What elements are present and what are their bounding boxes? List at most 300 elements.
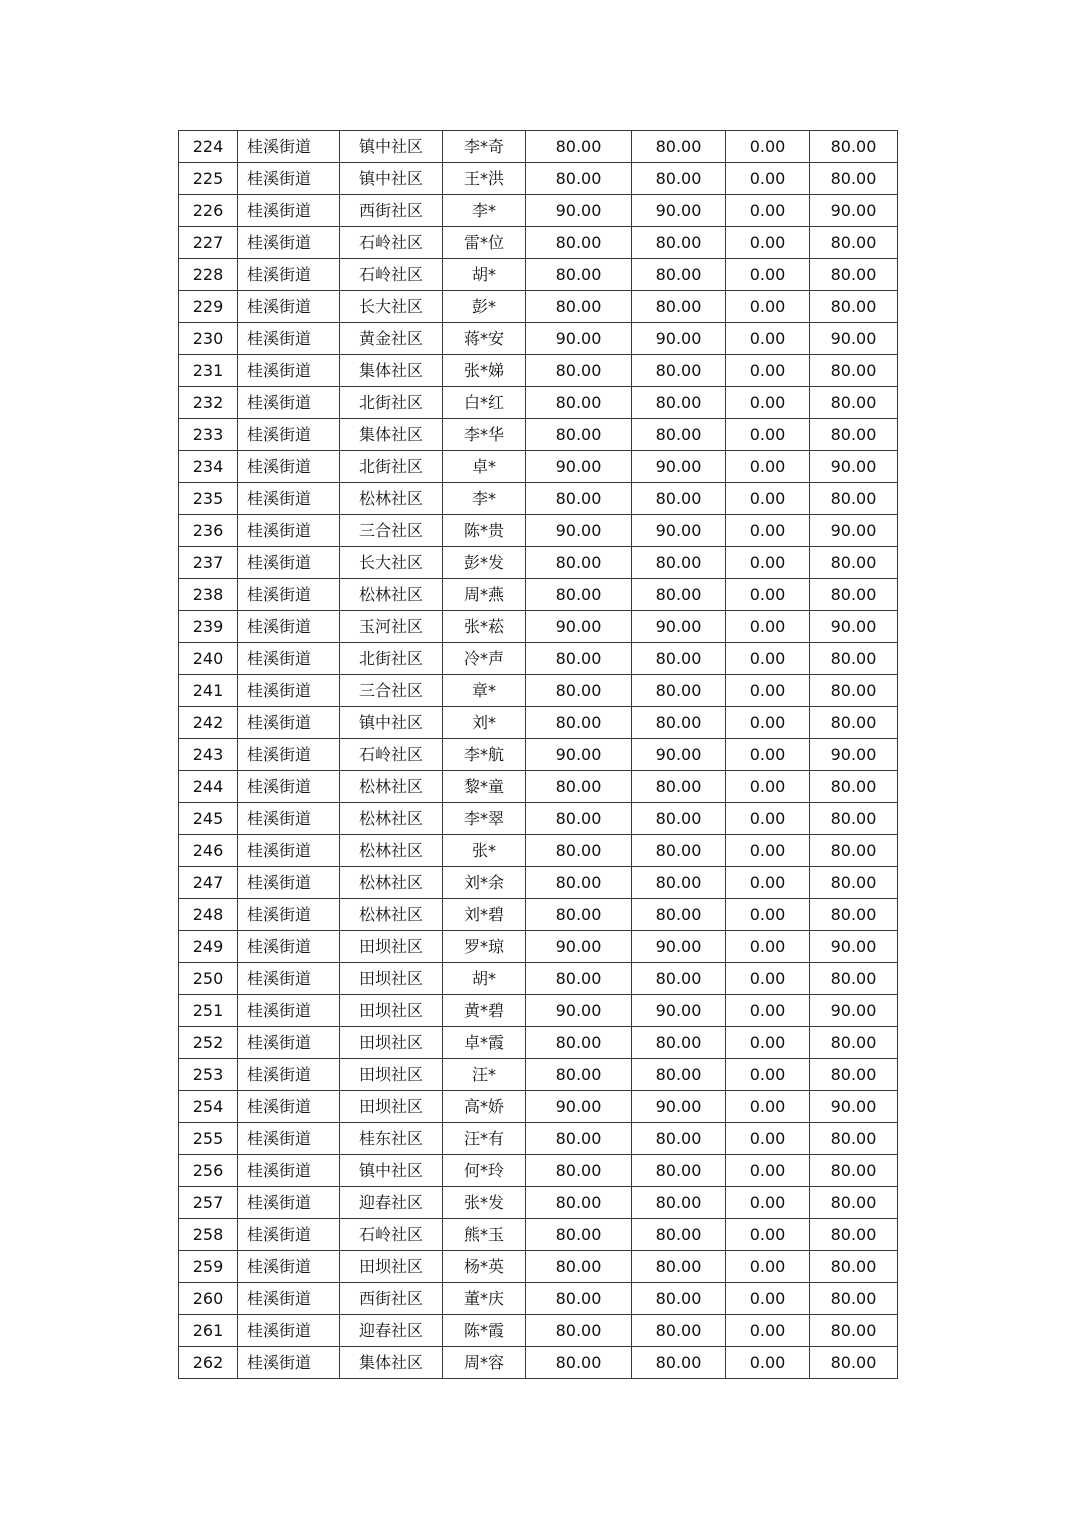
cell-amount-3: 0.00 xyxy=(726,739,810,771)
cell-street: 桂溪街道 xyxy=(238,323,340,355)
cell-amount-1: 80.00 xyxy=(526,1219,632,1251)
table-row xyxy=(179,1219,898,1251)
cell-amount-4: 80.00 xyxy=(810,1059,898,1091)
cell-amount-2: 90.00 xyxy=(632,995,726,1027)
cell-amount-4: 80.00 xyxy=(810,1155,898,1187)
cell-amount-3: 0.00 xyxy=(726,1347,810,1379)
cell-amount-3: 0.00 xyxy=(726,675,810,707)
table-row xyxy=(179,323,898,355)
cell-number: 229 xyxy=(179,291,238,323)
cell-name: 彭* xyxy=(443,291,526,323)
cell-community: 松林社区 xyxy=(340,771,443,803)
cell-amount-4: 90.00 xyxy=(810,931,898,963)
cell-amount-1: 80.00 xyxy=(526,899,632,931)
cell-community: 迎春社区 xyxy=(340,1187,443,1219)
cell-community: 田坝社区 xyxy=(340,1091,443,1123)
cell-amount-2: 80.00 xyxy=(632,1123,726,1155)
cell-amount-4: 80.00 xyxy=(810,899,898,931)
cell-amount-2: 80.00 xyxy=(632,867,726,899)
table-row xyxy=(179,963,898,995)
cell-street: 桂溪街道 xyxy=(238,643,340,675)
cell-name: 李* xyxy=(443,195,526,227)
cell-amount-3: 0.00 xyxy=(726,1027,810,1059)
cell-community: 长大社区 xyxy=(340,291,443,323)
cell-community: 田坝社区 xyxy=(340,1251,443,1283)
cell-street: 桂溪街道 xyxy=(238,707,340,739)
table-row xyxy=(179,1347,898,1379)
cell-street: 桂溪街道 xyxy=(238,355,340,387)
cell-number: 258 xyxy=(179,1219,238,1251)
cell-street: 桂溪街道 xyxy=(238,227,340,259)
cell-name: 周*燕 xyxy=(443,579,526,611)
cell-number: 256 xyxy=(179,1155,238,1187)
cell-name: 卓* xyxy=(443,451,526,483)
cell-amount-1: 80.00 xyxy=(526,291,632,323)
cell-amount-3: 0.00 xyxy=(726,195,810,227)
cell-number: 247 xyxy=(179,867,238,899)
cell-community: 北街社区 xyxy=(340,451,443,483)
table-row xyxy=(179,579,898,611)
cell-amount-3: 0.00 xyxy=(726,291,810,323)
cell-amount-3: 0.00 xyxy=(726,931,810,963)
cell-amount-2: 80.00 xyxy=(632,1347,726,1379)
table-row xyxy=(179,195,898,227)
cell-name: 白*红 xyxy=(443,387,526,419)
cell-amount-3: 0.00 xyxy=(726,131,810,163)
cell-amount-4: 80.00 xyxy=(810,707,898,739)
cell-number: 244 xyxy=(179,771,238,803)
cell-amount-1: 80.00 xyxy=(526,771,632,803)
cell-street: 桂溪街道 xyxy=(238,867,340,899)
cell-amount-3: 0.00 xyxy=(726,707,810,739)
cell-community: 北街社区 xyxy=(340,387,443,419)
cell-amount-2: 80.00 xyxy=(632,483,726,515)
cell-amount-1: 80.00 xyxy=(526,867,632,899)
cell-street: 桂溪街道 xyxy=(238,1187,340,1219)
cell-amount-1: 80.00 xyxy=(526,259,632,291)
cell-amount-2: 90.00 xyxy=(632,451,726,483)
cell-number: 239 xyxy=(179,611,238,643)
table-row xyxy=(179,483,898,515)
table-row xyxy=(179,419,898,451)
cell-amount-1: 80.00 xyxy=(526,1059,632,1091)
cell-amount-3: 0.00 xyxy=(726,835,810,867)
cell-amount-2: 80.00 xyxy=(632,1155,726,1187)
cell-amount-1: 80.00 xyxy=(526,1283,632,1315)
cell-number: 250 xyxy=(179,963,238,995)
cell-community: 西街社区 xyxy=(340,1283,443,1315)
cell-amount-3: 0.00 xyxy=(726,611,810,643)
cell-number: 235 xyxy=(179,483,238,515)
cell-amount-2: 80.00 xyxy=(632,579,726,611)
table-row xyxy=(179,835,898,867)
cell-amount-3: 0.00 xyxy=(726,899,810,931)
cell-amount-2: 80.00 xyxy=(632,547,726,579)
cell-community: 镇中社区 xyxy=(340,163,443,195)
cell-amount-3: 0.00 xyxy=(726,1155,810,1187)
cell-name: 罗*琼 xyxy=(443,931,526,963)
cell-amount-1: 80.00 xyxy=(526,1315,632,1347)
cell-name: 杨*英 xyxy=(443,1251,526,1283)
cell-community: 北街社区 xyxy=(340,643,443,675)
cell-amount-1: 90.00 xyxy=(526,323,632,355)
cell-community: 松林社区 xyxy=(340,483,443,515)
cell-number: 252 xyxy=(179,1027,238,1059)
cell-amount-4: 80.00 xyxy=(810,1283,898,1315)
cell-amount-2: 80.00 xyxy=(632,1187,726,1219)
cell-amount-2: 80.00 xyxy=(632,771,726,803)
cell-amount-4: 80.00 xyxy=(810,259,898,291)
cell-amount-4: 80.00 xyxy=(810,1187,898,1219)
cell-amount-2: 80.00 xyxy=(632,355,726,387)
cell-number: 232 xyxy=(179,387,238,419)
cell-street: 桂溪街道 xyxy=(238,1155,340,1187)
table-row xyxy=(179,1187,898,1219)
cell-amount-4: 90.00 xyxy=(810,611,898,643)
cell-amount-4: 80.00 xyxy=(810,291,898,323)
cell-amount-4: 90.00 xyxy=(810,195,898,227)
cell-community: 玉河社区 xyxy=(340,611,443,643)
cell-amount-3: 0.00 xyxy=(726,1251,810,1283)
cell-street: 桂溪街道 xyxy=(238,931,340,963)
cell-street: 桂溪街道 xyxy=(238,131,340,163)
cell-number: 243 xyxy=(179,739,238,771)
cell-amount-2: 80.00 xyxy=(632,707,726,739)
cell-amount-4: 80.00 xyxy=(810,355,898,387)
cell-amount-2: 80.00 xyxy=(632,1059,726,1091)
cell-amount-3: 0.00 xyxy=(726,1187,810,1219)
cell-amount-4: 90.00 xyxy=(810,323,898,355)
cell-name: 高*娇 xyxy=(443,1091,526,1123)
cell-amount-3: 0.00 xyxy=(726,995,810,1027)
cell-amount-2: 80.00 xyxy=(632,419,726,451)
cell-street: 桂溪街道 xyxy=(238,387,340,419)
cell-community: 田坝社区 xyxy=(340,1027,443,1059)
cell-amount-3: 0.00 xyxy=(726,259,810,291)
cell-street: 桂溪街道 xyxy=(238,259,340,291)
record-table xyxy=(178,130,898,1379)
cell-amount-1: 90.00 xyxy=(526,195,632,227)
cell-street: 桂溪街道 xyxy=(238,163,340,195)
cell-amount-3: 0.00 xyxy=(726,643,810,675)
cell-number: 245 xyxy=(179,803,238,835)
table-row xyxy=(179,387,898,419)
cell-name: 刘*碧 xyxy=(443,899,526,931)
cell-number: 249 xyxy=(179,931,238,963)
table-row xyxy=(179,611,898,643)
cell-community: 黄金社区 xyxy=(340,323,443,355)
table-row xyxy=(179,227,898,259)
cell-name: 彭*发 xyxy=(443,547,526,579)
cell-amount-1: 80.00 xyxy=(526,963,632,995)
cell-street: 桂溪街道 xyxy=(238,1091,340,1123)
cell-amount-2: 90.00 xyxy=(632,195,726,227)
table-row xyxy=(179,739,898,771)
cell-community: 松林社区 xyxy=(340,899,443,931)
cell-number: 260 xyxy=(179,1283,238,1315)
table-row xyxy=(179,1315,898,1347)
cell-amount-1: 80.00 xyxy=(526,803,632,835)
cell-number: 241 xyxy=(179,675,238,707)
cell-number: 254 xyxy=(179,1091,238,1123)
table-row xyxy=(179,291,898,323)
cell-amount-4: 80.00 xyxy=(810,963,898,995)
cell-street: 桂溪街道 xyxy=(238,1283,340,1315)
cell-community: 石岭社区 xyxy=(340,259,443,291)
cell-street: 桂溪街道 xyxy=(238,419,340,451)
cell-amount-1: 80.00 xyxy=(526,707,632,739)
cell-amount-4: 80.00 xyxy=(810,227,898,259)
cell-amount-2: 80.00 xyxy=(632,291,726,323)
cell-amount-1: 80.00 xyxy=(526,1347,632,1379)
cell-amount-4: 90.00 xyxy=(810,1091,898,1123)
cell-amount-1: 90.00 xyxy=(526,515,632,547)
table-row xyxy=(179,995,898,1027)
cell-amount-2: 80.00 xyxy=(632,131,726,163)
cell-name: 刘*余 xyxy=(443,867,526,899)
cell-amount-1: 90.00 xyxy=(526,611,632,643)
cell-amount-3: 0.00 xyxy=(726,1091,810,1123)
cell-amount-4: 80.00 xyxy=(810,163,898,195)
cell-street: 桂溪街道 xyxy=(238,291,340,323)
cell-number: 259 xyxy=(179,1251,238,1283)
cell-amount-1: 80.00 xyxy=(526,1123,632,1155)
table-row xyxy=(179,547,898,579)
cell-amount-3: 0.00 xyxy=(726,515,810,547)
cell-amount-2: 90.00 xyxy=(632,323,726,355)
cell-name: 冷*声 xyxy=(443,643,526,675)
cell-amount-4: 80.00 xyxy=(810,803,898,835)
cell-name: 何*玲 xyxy=(443,1155,526,1187)
cell-name: 李*华 xyxy=(443,419,526,451)
cell-amount-3: 0.00 xyxy=(726,227,810,259)
cell-name: 汪* xyxy=(443,1059,526,1091)
cell-amount-2: 80.00 xyxy=(632,259,726,291)
cell-amount-2: 80.00 xyxy=(632,963,726,995)
cell-street: 桂溪街道 xyxy=(238,195,340,227)
cell-amount-4: 80.00 xyxy=(810,1315,898,1347)
cell-name: 卓*霞 xyxy=(443,1027,526,1059)
cell-name: 陈*贵 xyxy=(443,515,526,547)
cell-name: 黎*童 xyxy=(443,771,526,803)
cell-amount-3: 0.00 xyxy=(726,771,810,803)
cell-street: 桂溪街道 xyxy=(238,1027,340,1059)
cell-name: 周*容 xyxy=(443,1347,526,1379)
cell-amount-2: 80.00 xyxy=(632,675,726,707)
cell-street: 桂溪街道 xyxy=(238,1251,340,1283)
cell-amount-2: 80.00 xyxy=(632,899,726,931)
cell-number: 251 xyxy=(179,995,238,1027)
cell-amount-4: 80.00 xyxy=(810,1251,898,1283)
cell-street: 桂溪街道 xyxy=(238,451,340,483)
cell-name: 李* xyxy=(443,483,526,515)
cell-amount-1: 80.00 xyxy=(526,355,632,387)
cell-community: 三合社区 xyxy=(340,675,443,707)
cell-amount-3: 0.00 xyxy=(726,323,810,355)
cell-name: 张*娣 xyxy=(443,355,526,387)
cell-amount-2: 90.00 xyxy=(632,739,726,771)
cell-street: 桂溪街道 xyxy=(238,899,340,931)
cell-amount-4: 80.00 xyxy=(810,131,898,163)
cell-street: 桂溪街道 xyxy=(238,483,340,515)
cell-amount-1: 80.00 xyxy=(526,675,632,707)
cell-community: 集体社区 xyxy=(340,419,443,451)
cell-street: 桂溪街道 xyxy=(238,611,340,643)
table-row xyxy=(179,931,898,963)
cell-amount-3: 0.00 xyxy=(726,451,810,483)
cell-amount-4: 80.00 xyxy=(810,1347,898,1379)
cell-amount-1: 80.00 xyxy=(526,1187,632,1219)
cell-amount-4: 80.00 xyxy=(810,835,898,867)
cell-number: 230 xyxy=(179,323,238,355)
cell-community: 石岭社区 xyxy=(340,1219,443,1251)
cell-street: 桂溪街道 xyxy=(238,771,340,803)
cell-name: 李*奇 xyxy=(443,131,526,163)
cell-community: 松林社区 xyxy=(340,803,443,835)
cell-name: 王*洪 xyxy=(443,163,526,195)
cell-amount-3: 0.00 xyxy=(726,355,810,387)
cell-amount-3: 0.00 xyxy=(726,1315,810,1347)
cell-amount-3: 0.00 xyxy=(726,1283,810,1315)
cell-community: 集体社区 xyxy=(340,355,443,387)
cell-name: 李*航 xyxy=(443,739,526,771)
cell-number: 240 xyxy=(179,643,238,675)
cell-amount-1: 90.00 xyxy=(526,451,632,483)
cell-amount-4: 80.00 xyxy=(810,547,898,579)
cell-community: 田坝社区 xyxy=(340,1059,443,1091)
table-row xyxy=(179,643,898,675)
cell-amount-1: 80.00 xyxy=(526,547,632,579)
cell-number: 248 xyxy=(179,899,238,931)
cell-name: 蒋*安 xyxy=(443,323,526,355)
cell-street: 桂溪街道 xyxy=(238,1315,340,1347)
cell-amount-3: 0.00 xyxy=(726,483,810,515)
cell-amount-1: 80.00 xyxy=(526,483,632,515)
cell-amount-1: 80.00 xyxy=(526,163,632,195)
cell-number: 238 xyxy=(179,579,238,611)
cell-amount-2: 80.00 xyxy=(632,1219,726,1251)
cell-number: 225 xyxy=(179,163,238,195)
cell-amount-1: 80.00 xyxy=(526,835,632,867)
cell-amount-4: 80.00 xyxy=(810,579,898,611)
cell-amount-2: 80.00 xyxy=(632,1315,726,1347)
cell-amount-4: 80.00 xyxy=(810,419,898,451)
cell-number: 224 xyxy=(179,131,238,163)
cell-amount-2: 80.00 xyxy=(632,387,726,419)
cell-amount-1: 80.00 xyxy=(526,1027,632,1059)
cell-amount-4: 80.00 xyxy=(810,867,898,899)
cell-community: 镇中社区 xyxy=(340,707,443,739)
cell-community: 西街社区 xyxy=(340,195,443,227)
cell-amount-3: 0.00 xyxy=(726,1059,810,1091)
cell-street: 桂溪街道 xyxy=(238,963,340,995)
cell-amount-4: 80.00 xyxy=(810,387,898,419)
table-row xyxy=(179,771,898,803)
cell-number: 255 xyxy=(179,1123,238,1155)
cell-amount-1: 80.00 xyxy=(526,1155,632,1187)
cell-amount-3: 0.00 xyxy=(726,963,810,995)
cell-number: 226 xyxy=(179,195,238,227)
cell-amount-2: 80.00 xyxy=(632,643,726,675)
cell-street: 桂溪街道 xyxy=(238,1059,340,1091)
cell-community: 长大社区 xyxy=(340,547,443,579)
cell-amount-2: 80.00 xyxy=(632,803,726,835)
cell-name: 陈*霞 xyxy=(443,1315,526,1347)
cell-amount-3: 0.00 xyxy=(726,419,810,451)
cell-street: 桂溪街道 xyxy=(238,1123,340,1155)
cell-number: 261 xyxy=(179,1315,238,1347)
cell-community: 集体社区 xyxy=(340,1347,443,1379)
cell-amount-3: 0.00 xyxy=(726,1123,810,1155)
cell-amount-4: 80.00 xyxy=(810,771,898,803)
cell-number: 237 xyxy=(179,547,238,579)
cell-amount-1: 90.00 xyxy=(526,995,632,1027)
table-row xyxy=(179,899,898,931)
cell-community: 松林社区 xyxy=(340,835,443,867)
table-row xyxy=(179,1155,898,1187)
cell-amount-4: 90.00 xyxy=(810,515,898,547)
cell-amount-2: 80.00 xyxy=(632,835,726,867)
cell-amount-4: 80.00 xyxy=(810,483,898,515)
table-row xyxy=(179,707,898,739)
table-row xyxy=(179,1123,898,1155)
table-row xyxy=(179,675,898,707)
cell-community: 镇中社区 xyxy=(340,1155,443,1187)
cell-amount-3: 0.00 xyxy=(726,579,810,611)
cell-amount-2: 80.00 xyxy=(632,1027,726,1059)
cell-street: 桂溪街道 xyxy=(238,515,340,547)
cell-amount-1: 80.00 xyxy=(526,387,632,419)
cell-name: 章* xyxy=(443,675,526,707)
cell-amount-1: 80.00 xyxy=(526,419,632,451)
cell-street: 桂溪街道 xyxy=(238,739,340,771)
cell-community: 田坝社区 xyxy=(340,931,443,963)
cell-name: 雷*位 xyxy=(443,227,526,259)
cell-community: 石岭社区 xyxy=(340,227,443,259)
cell-amount-2: 90.00 xyxy=(632,611,726,643)
table-row xyxy=(179,163,898,195)
table-row xyxy=(179,451,898,483)
cell-amount-3: 0.00 xyxy=(726,547,810,579)
cell-amount-1: 80.00 xyxy=(526,227,632,259)
table-row xyxy=(179,1283,898,1315)
cell-number: 228 xyxy=(179,259,238,291)
cell-name: 汪*有 xyxy=(443,1123,526,1155)
cell-amount-1: 90.00 xyxy=(526,739,632,771)
cell-amount-1: 80.00 xyxy=(526,131,632,163)
cell-street: 桂溪街道 xyxy=(238,995,340,1027)
cell-amount-1: 90.00 xyxy=(526,931,632,963)
table-row xyxy=(179,131,898,163)
table-row xyxy=(179,1059,898,1091)
cell-amount-1: 80.00 xyxy=(526,579,632,611)
table-row xyxy=(179,355,898,387)
cell-number: 253 xyxy=(179,1059,238,1091)
table-body xyxy=(179,131,898,1379)
cell-amount-4: 90.00 xyxy=(810,451,898,483)
cell-number: 262 xyxy=(179,1347,238,1379)
cell-amount-2: 80.00 xyxy=(632,227,726,259)
cell-number: 236 xyxy=(179,515,238,547)
cell-name: 张* xyxy=(443,835,526,867)
cell-community: 桂东社区 xyxy=(340,1123,443,1155)
cell-community: 松林社区 xyxy=(340,579,443,611)
table-row xyxy=(179,803,898,835)
cell-community: 迎春社区 xyxy=(340,1315,443,1347)
table-row xyxy=(179,1027,898,1059)
cell-amount-3: 0.00 xyxy=(726,867,810,899)
cell-name: 董*庆 xyxy=(443,1283,526,1315)
